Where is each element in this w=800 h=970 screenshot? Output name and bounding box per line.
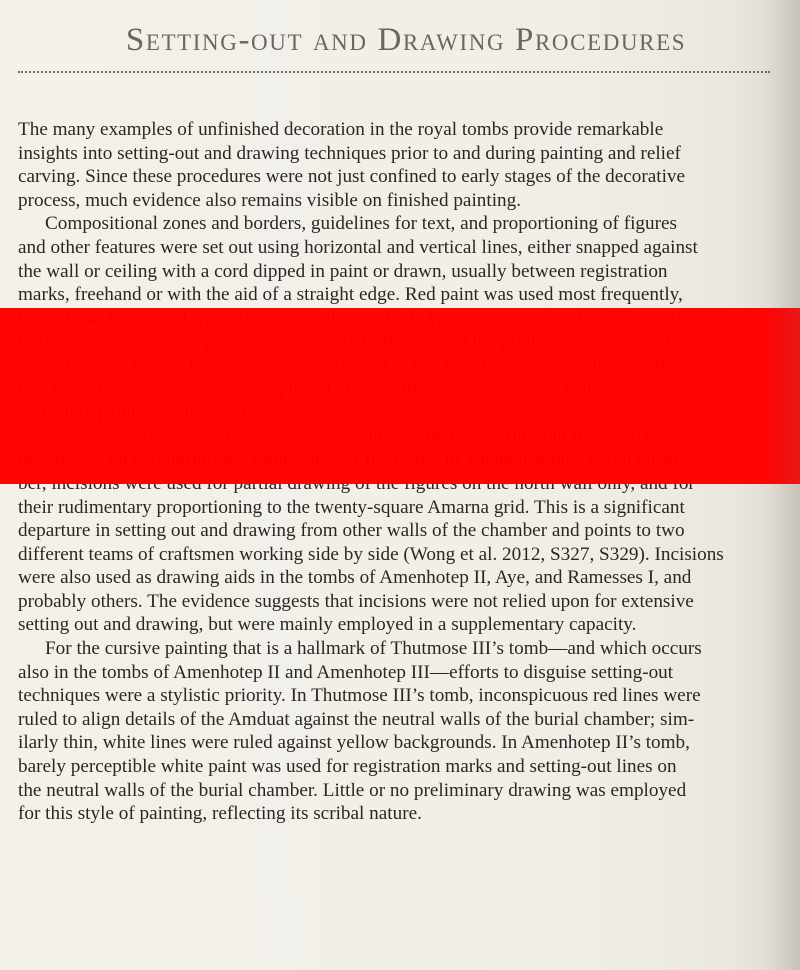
paragraph-4-line-6: barely perceptible white paint was used for registration marks and setting-out lines on xyxy=(18,756,677,778)
paragraph-4-line-8: for this style of painting, reflecting its scribal nature. xyxy=(18,803,422,825)
paragraph-3-line-8: probably others. The evidence suggests that incisions were not relied upon for extensive xyxy=(18,590,694,612)
paragraph-1-line-2: insights into setting-out and drawing techniques prior to and during painting and relief xyxy=(18,142,681,164)
paragraph-2-line-1: Compositional zones and borders, guidelines for text, and proportioning of figures xyxy=(45,213,677,235)
paragraph-1-line-4: process, much evidence also remains visible on finished painting. xyxy=(18,189,522,211)
paragraph-4-line-3: techniques were a stylistic priority. In Thutmose III’s tomb, inconspicuous red lines were xyxy=(18,685,701,707)
paragraph-2-line-4: marks, freehand or with the aid of a straight edge. Red paint was used most frequently, xyxy=(18,284,683,306)
heading-dotted-rule xyxy=(18,71,770,73)
paragraph-3-line-9: setting out and drawing, but were mainly employed in a supplementary capacity. xyxy=(18,614,637,636)
paragraph-1-line-1: The many examples of unfinished decoration in the royal tombs provide remarkable xyxy=(18,119,664,140)
paragraph-4-line-4: ruled to align details of the Amduat against the neutral walls of the burial chamber; sim- xyxy=(18,708,695,730)
paragraph-3-line-6: different teams of craftsmen working side by side (Wong et al. 2012, S327, S329). Incisions xyxy=(18,543,724,565)
paragraph-2-line-3: the wall or ceiling with a cord dipped in paint or drawn, usually between registration xyxy=(18,260,668,282)
paragraph-4-line-5: ilarly thin, white lines were ruled against yellow backgrounds. In Amenhotep II’s tomb, xyxy=(18,732,690,754)
paragraph-3-line-7: were also used as drawing aids in the tombs of Amenhotep II, Aye, and Ramesses I, and xyxy=(18,567,692,589)
paragraph-4-line-7: the neutral walls of the burial chamber. Little or no preliminary drawing was employed xyxy=(18,779,687,801)
red-highlight-band xyxy=(0,308,800,484)
paragraph-4-line-2: also in the tombs of Amenhotep II and Amenhotep III—efforts to disguise setting-out xyxy=(18,661,674,683)
page-heading: Setting-out and Drawing Procedures xyxy=(125,22,687,58)
paragraph-4-line-1: For the cursive painting that is a hallmark of Thutmose III’s tomb—and which occurs xyxy=(45,638,702,660)
paragraph-3-line-5: departure in setting out and drawing from other walls of the chamber and points to two xyxy=(18,520,685,542)
paragraph-3-line-4: their rudimentary proportioning to the twenty-square Amarna grid. This is a significant xyxy=(18,496,685,518)
paragraph-2-line-2: and other features were set out using horizontal and vertical lines, either snapped against xyxy=(18,236,698,258)
paragraph-1-line-3: carving. Since these procedures were not just confined to early stages of the decorative xyxy=(18,166,686,188)
